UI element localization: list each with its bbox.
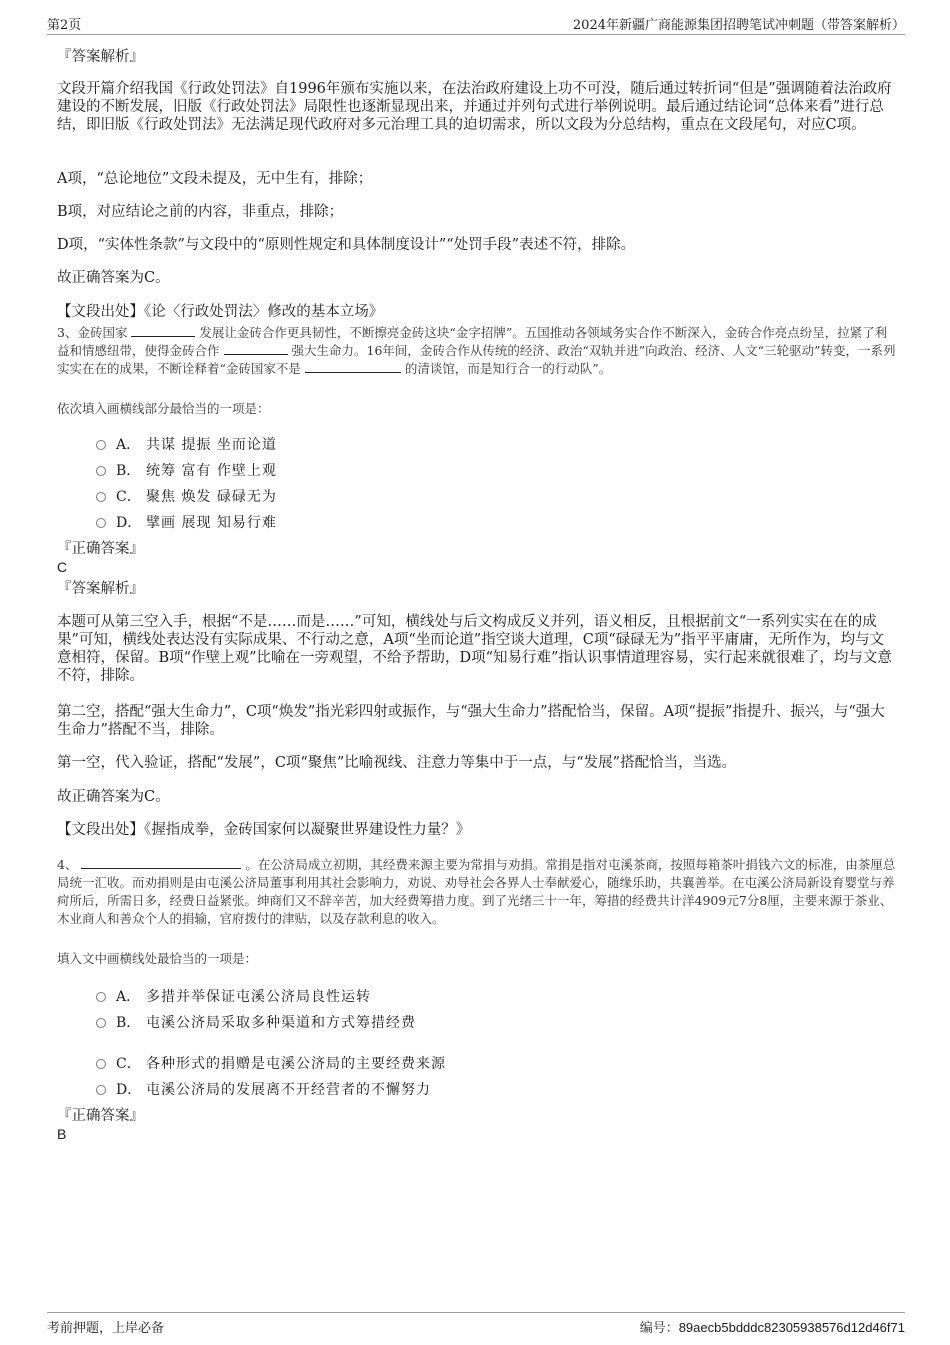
q3-source: 【文段出处】《握指成拳，金砖国家何以凝聚世界建设性力量？》 [57, 822, 471, 838]
radio-icon[interactable] [96, 466, 106, 476]
q2-analysis-title: 『答案解析』 [57, 49, 144, 65]
q3-stem: 3、金砖国家 发展让金砖合作更具韧性，不断擦亮金砖这块“金字招牌”。五国推动各领域务实合作不断深入，金砖合作亮点纷呈，拉紧了利益和情感纽带，使得金砖合作 强大生命力。16年间，金砖合作从传统的经济、政治“双轨并进”向政治、经济、人文“三轮驱动”转变，一系列实实在在的成果，不断诠释着“金砖国家不是 的清谈馆，而是知行合一的行动队”。 [57, 325, 896, 376]
radio-icon[interactable] [96, 440, 106, 450]
q3-analysis-p3: 第一空，代入验证，搭配“发展”，C项“聚焦”比喻视线、注意力等集中于一点，与“发展”搭配恰当，当选。 [57, 755, 737, 771]
blank-1 [131, 324, 195, 337]
q2-conclusion: 故正确答案为C。 [57, 270, 170, 286]
blank-1 [81, 856, 241, 869]
q3-correct-answer: C [57, 559, 68, 575]
q2-option-d-note: D项，“实体性条款”与文段中的“原则性规定和具体制度设计”“处罚手段”表述不符，排除。 [57, 237, 636, 253]
page-number: 第2页 [47, 18, 82, 33]
q3-analysis-p2: 第二空，搭配“强大生命力”，C项“焕发”指光彩四射或振作，与“强大生命力”搭配恰当，保留。A项“提振”指提升、振兴，与“强大生命力”搭配不当，排除。 [57, 704, 885, 738]
q4-correct-answer: B [57, 1126, 67, 1142]
radio-icon[interactable] [96, 1059, 106, 1069]
document-id: 编号：89aecb5bdddc82305938576d12d46f71 [639, 1320, 905, 1335]
q3-analysis-p1: 本题可从第三空入手，根据“不是……而是……”可知，横线处与后文构成反义并列，语义相反，且根据前文“一系列实实在在的成果”可知，横线处表达没有实际成果、不行动之意，A项“坐而论道”指空谈大道理，C项“碌碌无为”指平平庸庸，无所作为，均与文意相符，保留。B项“作壁上观”比喻在一旁观望，不给予帮助，D项“知易行难”指认识事情道理容易，实行起来就很难了，均与文意不符，排除。 [57, 614, 892, 684]
footer-slogan: 考前押题，上岸必备 [47, 1321, 165, 1336]
blank-2 [224, 342, 288, 355]
q3-conclusion: 故正确答案为C。 [57, 789, 170, 805]
q2-source: 【文段出处】《论〈行政处罚法〉修改的基本立场》 [57, 304, 384, 320]
q3-analysis-title: 『答案解析』 [57, 581, 144, 597]
page-header [47, 14, 905, 35]
page-footer [47, 1312, 905, 1335]
radio-icon[interactable] [96, 992, 106, 1002]
q4-correct-title: 『正确答案』 [57, 1108, 144, 1124]
q2-option-a-note: A项，“总论地位”文段未提及，无中生有，排除； [57, 171, 373, 187]
q4-prompt: 填入文中画横线处最恰当的一项是： [57, 951, 258, 966]
q2-option-b-note: B项，对应结论之前的内容，非重点，排除； [57, 204, 344, 220]
q2-analysis-body: 文段开篇介绍我国《行政处罚法》自1996年颁布实施以来，在法治政府建设上功不可没，随后通过转折词“但是”强调随着法治政府建设的不断发展，旧版《行政处罚法》局限性也逐渐显现出来，并通过并列句式进行举例说明。最后通过结论词“总体来看”进行总结，即旧版《行政处罚法》无法满足现代政府对多元治理工具的迫切需求，所以文段为分总结构，重点在文段尾句，对应C项。 [57, 81, 892, 133]
radio-icon[interactable] [96, 492, 106, 502]
q3-prompt: 依次填入画横线部分最恰当的一项是： [57, 401, 270, 416]
radio-icon[interactable] [96, 1085, 106, 1095]
q4-stem: 4、 。在公济局成立初期，其经费来源主要为常捐与劝捐。常捐是指对屯溪茶商，按照每箱茶叶捐钱六文的标准，由茶厘总局统一汇收。而劝捐则是由屯溪公济局董事利用其社会影响力，劝说、劝导社会各界人士奉献爱心，随缘乐助，共襄善举。在屯溪公济局新设育婴堂与养疴所后，所需日多，经费日益紧张。绅商们又不辞辛苦，加大经费筹措力度。到了光绪三十一年，筹措的经费共计洋4909元7分8厘，主要来源于茶业、木业商人和善众个人的捐输，官府拨付的津贴，以及存款利息的收入。 [57, 857, 896, 926]
radio-icon[interactable] [96, 1018, 106, 1028]
q3-correct-title: 『正确答案』 [57, 541, 144, 557]
document-title: 2024年新疆广商能源集团招聘笔试冲刺题（带答案解析） [572, 18, 905, 33]
radio-icon[interactable] [96, 518, 106, 528]
blank-3 [305, 360, 401, 373]
